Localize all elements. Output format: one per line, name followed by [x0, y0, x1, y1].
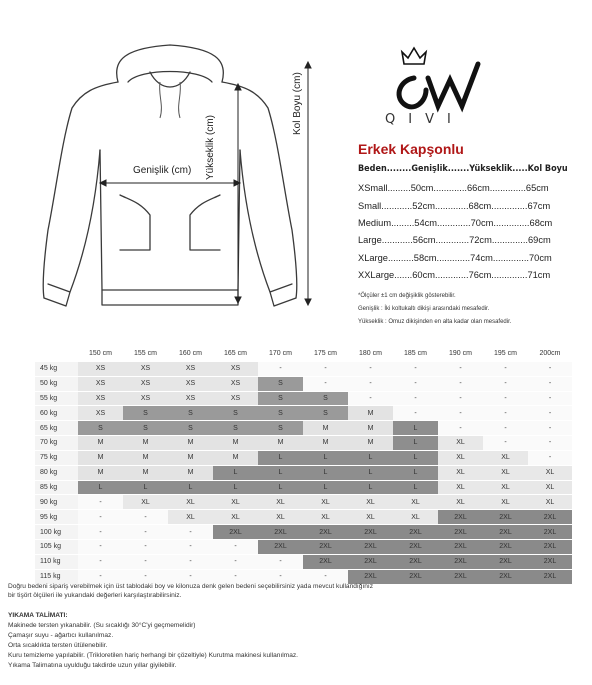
size-cell: M: [78, 436, 123, 451]
size-cell: XS: [78, 406, 123, 421]
product-title: Erkek Kapşonlu: [358, 141, 464, 157]
table-row: [35, 539, 572, 554]
weight-label: 60 kg: [35, 406, 78, 421]
size-cell: 2XL: [438, 510, 483, 525]
size-cell: -: [528, 391, 572, 406]
size-cell: 2XL: [528, 510, 572, 525]
table-row: [35, 495, 572, 510]
size-cell: XS: [213, 391, 258, 406]
size-cell: -: [168, 569, 213, 583]
height-header: 155 cm: [123, 347, 168, 362]
size-cell: XL: [348, 495, 393, 510]
size-cell: -: [438, 406, 483, 421]
note: Yükseklik : Omuz dikişinden en alta kadar olan mesafedir.: [358, 319, 512, 325]
size-cell: XL: [438, 465, 483, 480]
size-cell: S: [258, 376, 303, 391]
size-cell: L: [348, 480, 393, 495]
height-label: Yükseklik (cm): [205, 114, 216, 180]
size-cell: -: [78, 495, 123, 510]
size-cell: 2XL: [258, 525, 303, 540]
size-cell: 2XL: [303, 525, 348, 540]
weight-label: 45 kg: [35, 361, 78, 376]
size-cell: M: [348, 421, 393, 436]
size-cell: S: [123, 421, 168, 436]
size-cell: M: [348, 406, 393, 421]
height-header: 150 cm: [78, 347, 123, 362]
size-cell: XL: [348, 510, 393, 525]
size-cell: 2XL: [303, 539, 348, 554]
size-cell: XL: [393, 510, 438, 525]
size-cell: XL: [303, 510, 348, 525]
size-cell: XL: [168, 510, 213, 525]
size-cell: L: [123, 480, 168, 495]
height-header: 200cm: [528, 347, 572, 362]
height-header: 195 cm: [483, 347, 528, 362]
weight-label: 75 kg: [35, 450, 78, 465]
size-cell: -: [528, 436, 572, 451]
size-cell: XS: [123, 376, 168, 391]
size-cell: -: [123, 554, 168, 569]
size-row: XSmall.........50cm.............66cm..............65cm: [358, 183, 549, 193]
weight-label: 65 kg: [35, 421, 78, 436]
size-cell: 2XL: [258, 539, 303, 554]
wash-title: YIKAMA TALİMATI:: [8, 612, 68, 619]
size-cell: L: [258, 480, 303, 495]
size-cell: -: [483, 361, 528, 376]
size-cell: -: [528, 450, 572, 465]
size-cell: -: [483, 436, 528, 451]
height-header: 160 cm: [168, 347, 213, 362]
wash-line: Kuru temizleme yapılabilir. (Trikloretilen hariç herhangi bir çözeltiyle) Kurutma makinesi kullanılmaz.: [8, 652, 298, 659]
size-cell: -: [78, 525, 123, 540]
footer-line: bir tişört ölçüleri ile yukarıdaki değerleri karşılaştırabilirsiniz.: [8, 592, 182, 599]
size-cell: -: [123, 525, 168, 540]
size-cell: XS: [213, 361, 258, 376]
table-row: [35, 361, 572, 376]
size-cell: -: [213, 554, 258, 569]
size-cell: L: [393, 465, 438, 480]
height-header: 170 cm: [258, 347, 303, 362]
size-cell: L: [348, 450, 393, 465]
size-cell: -: [78, 539, 123, 554]
size-cell: -: [483, 376, 528, 391]
size-cell: L: [303, 450, 348, 465]
size-row: Large............56cm.............72cm..............69cm: [358, 235, 551, 245]
size-cell: 2XL: [213, 525, 258, 540]
size-cell: -: [528, 376, 572, 391]
size-cell: M: [213, 436, 258, 451]
size-cell: M: [168, 450, 213, 465]
size-cell: XL: [438, 436, 483, 451]
size-cell: 2XL: [528, 525, 572, 540]
weight-label: 100 kg: [35, 525, 78, 540]
size-cell: XL: [483, 450, 528, 465]
size-cell: XL: [123, 495, 168, 510]
size-cell: -: [78, 510, 123, 525]
size-cell: 2XL: [303, 554, 348, 569]
size-cell: M: [213, 450, 258, 465]
size-cell: -: [123, 569, 168, 583]
size-cell: XL: [483, 480, 528, 495]
size-cell: XL: [258, 510, 303, 525]
weight-label: 80 kg: [35, 465, 78, 480]
size-cell: XL: [483, 465, 528, 480]
size-cell: XS: [168, 361, 213, 376]
size-cell: S: [213, 421, 258, 436]
size-cell: M: [168, 436, 213, 451]
size-cell: -: [168, 554, 213, 569]
weight-label: 85 kg: [35, 480, 78, 495]
size-cell: XL: [258, 495, 303, 510]
size-cell: M: [258, 436, 303, 451]
table-row: [35, 525, 572, 540]
size-row: XXLarge.......60cm.............76cm..............71cm: [358, 270, 551, 280]
size-cell: S: [213, 406, 258, 421]
width-label: Genişlik (cm): [133, 165, 192, 176]
size-cell: L: [393, 421, 438, 436]
size-cell: S: [258, 406, 303, 421]
size-cell: 2XL: [438, 554, 483, 569]
note: Genişlik : İki koltukaltı dikişi arasındaki mesafedir.: [358, 306, 490, 312]
size-cell: S: [258, 421, 303, 436]
size-cell: S: [168, 406, 213, 421]
size-cell: XL: [393, 495, 438, 510]
size-cell: L: [393, 450, 438, 465]
note: *Ölçüler ±1 cm değişiklik gösterebilir.: [358, 293, 456, 299]
table-row: [35, 450, 572, 465]
size-cell: XL: [213, 495, 258, 510]
size-cell: M: [168, 465, 213, 480]
size-cell: -: [303, 361, 348, 376]
size-cell: -: [78, 554, 123, 569]
size-cell: -: [438, 361, 483, 376]
size-cell: XL: [438, 495, 483, 510]
size-cell: 2XL: [483, 525, 528, 540]
size-cell: S: [168, 421, 213, 436]
size-cell: 2XL: [393, 554, 438, 569]
size-cell: L: [168, 480, 213, 495]
size-cell: L: [78, 480, 123, 495]
size-cell: -: [483, 391, 528, 406]
height-header: 185 cm: [393, 347, 438, 362]
table-row: [35, 554, 572, 569]
size-cell: S: [123, 406, 168, 421]
weight-label: 95 kg: [35, 510, 78, 525]
size-cell: XL: [528, 495, 572, 510]
table-row: [35, 436, 572, 451]
size-cell: XS: [123, 361, 168, 376]
table-corner: [35, 347, 78, 362]
size-cell: -: [213, 539, 258, 554]
size-cell: -: [168, 539, 213, 554]
wash-line: Orta sıcaklıkta tersten ütülenebilir.: [8, 642, 108, 649]
size-cell: XS: [123, 391, 168, 406]
size-cell: XL: [438, 450, 483, 465]
size-cell: 2XL: [438, 525, 483, 540]
size-cell: XS: [213, 376, 258, 391]
size-cell: XL: [168, 495, 213, 510]
size-cell: 2XL: [528, 569, 572, 583]
size-cell: L: [213, 465, 258, 480]
size-cell: XS: [168, 391, 213, 406]
table-row: [35, 406, 572, 421]
table-row: [35, 510, 572, 525]
size-cell: XS: [78, 376, 123, 391]
weight-label: 90 kg: [35, 495, 78, 510]
height-header: 180 cm: [348, 347, 393, 362]
table-row: [35, 421, 572, 436]
size-cell: -: [438, 391, 483, 406]
size-cell: L: [258, 450, 303, 465]
sleeve-label: Kol Boyu (cm): [292, 72, 303, 135]
size-cell: 2XL: [438, 539, 483, 554]
size-cell: XL: [303, 495, 348, 510]
size-chart-table: [35, 346, 572, 584]
size-cell: -: [303, 376, 348, 391]
table-row: [35, 465, 572, 480]
size-cell: -: [438, 376, 483, 391]
weight-label: 70 kg: [35, 436, 78, 451]
size-row: Medium.........54cm.............70cm..............68cm: [358, 218, 553, 228]
size-cell: L: [258, 465, 303, 480]
size-cell: M: [78, 465, 123, 480]
table-row: [35, 569, 572, 583]
size-cell: -: [168, 525, 213, 540]
size-cell: -: [393, 391, 438, 406]
size-cell: M: [123, 450, 168, 465]
size-cell: S: [303, 406, 348, 421]
size-cell: S: [303, 391, 348, 406]
size-cell: -: [528, 406, 572, 421]
size-cell: -: [78, 569, 123, 583]
size-cell: 2XL: [348, 554, 393, 569]
size-cell: -: [393, 406, 438, 421]
size-cell: L: [303, 465, 348, 480]
size-cell: M: [123, 436, 168, 451]
size-cell: -: [258, 361, 303, 376]
size-cell: -: [213, 569, 258, 583]
size-cell: -: [258, 569, 303, 583]
size-cell: 2XL: [348, 569, 393, 583]
size-cell: XL: [438, 480, 483, 495]
size-cell: -: [348, 391, 393, 406]
size-cell: -: [528, 361, 572, 376]
wash-line: Yıkama Talimatına uyulduğu takdirde uzun yıllar giyilebilir.: [8, 662, 177, 669]
height-header: 165 cm: [213, 347, 258, 362]
size-cell: XL: [528, 480, 572, 495]
table-row: [35, 376, 572, 391]
size-cell: 2XL: [393, 525, 438, 540]
size-cell: L: [393, 436, 438, 451]
size-cell: 2XL: [393, 569, 438, 583]
wash-line: Makinede tersten yıkanabilir. (Su sıcaklığı 30°C'yi geçmemelidir): [8, 622, 196, 629]
size-cell: XL: [528, 465, 572, 480]
size-cell: -: [483, 406, 528, 421]
size-cell: M: [123, 465, 168, 480]
table-row: [35, 480, 572, 495]
size-cell: L: [348, 465, 393, 480]
size-cell: 2XL: [348, 525, 393, 540]
size-cell: XS: [78, 391, 123, 406]
size-cell: S: [78, 421, 123, 436]
weight-label: 115 kg: [35, 569, 78, 583]
weight-label: 55 kg: [35, 391, 78, 406]
size-cell: 2XL: [528, 554, 572, 569]
size-cell: 2XL: [483, 539, 528, 554]
size-row: XLarge..........58cm.............74cm..............70cm: [358, 253, 552, 263]
weight-label: 105 kg: [35, 539, 78, 554]
size-cell: -: [438, 421, 483, 436]
size-cell: L: [303, 480, 348, 495]
weight-label: 110 kg: [35, 554, 78, 569]
size-cell: M: [348, 436, 393, 451]
size-cell: -: [348, 376, 393, 391]
height-header: 190 cm: [438, 347, 483, 362]
size-cell: -: [123, 510, 168, 525]
brand-name: QIVI: [385, 112, 464, 127]
size-row: Small............52cm.............68cm..............67cm: [358, 201, 551, 211]
size-cell: L: [393, 480, 438, 495]
size-cell: -: [303, 569, 348, 583]
size-cell: XL: [483, 495, 528, 510]
size-cell: -: [393, 376, 438, 391]
size-cell: 2XL: [393, 539, 438, 554]
size-cell: M: [303, 436, 348, 451]
size-cell: -: [348, 361, 393, 376]
size-cell: XS: [168, 376, 213, 391]
size-cell: S: [258, 391, 303, 406]
size-cell: 2XL: [483, 554, 528, 569]
size-cell: -: [123, 539, 168, 554]
size-cell: 2XL: [348, 539, 393, 554]
footer-line: Doğru bedeni sipariş verebilmek için üst tablodaki boy ve kilonuza denk gelen bedeni seçebilirsiniz yada mevcut kullandığınız: [8, 583, 374, 590]
size-cell: -: [528, 421, 572, 436]
size-cell: XS: [78, 361, 123, 376]
size-cell: -: [393, 361, 438, 376]
size-cell: M: [78, 450, 123, 465]
table-row: [35, 391, 572, 406]
size-cell: 2XL: [438, 569, 483, 583]
size-cell: -: [258, 554, 303, 569]
size-cell: 2XL: [483, 569, 528, 583]
size-cell: M: [303, 421, 348, 436]
size-header: Beden........Genişlik.......Yükseklik.....Kol Boyu: [358, 164, 568, 174]
weight-label: 50 kg: [35, 376, 78, 391]
size-cell: L: [213, 480, 258, 495]
height-header: 175 cm: [303, 347, 348, 362]
wash-line: Çamaşır suyu - ağartıcı kullanılmaz.: [8, 632, 114, 639]
size-cell: -: [483, 421, 528, 436]
size-cell: 2XL: [483, 510, 528, 525]
size-cell: XL: [213, 510, 258, 525]
size-cell: 2XL: [528, 539, 572, 554]
